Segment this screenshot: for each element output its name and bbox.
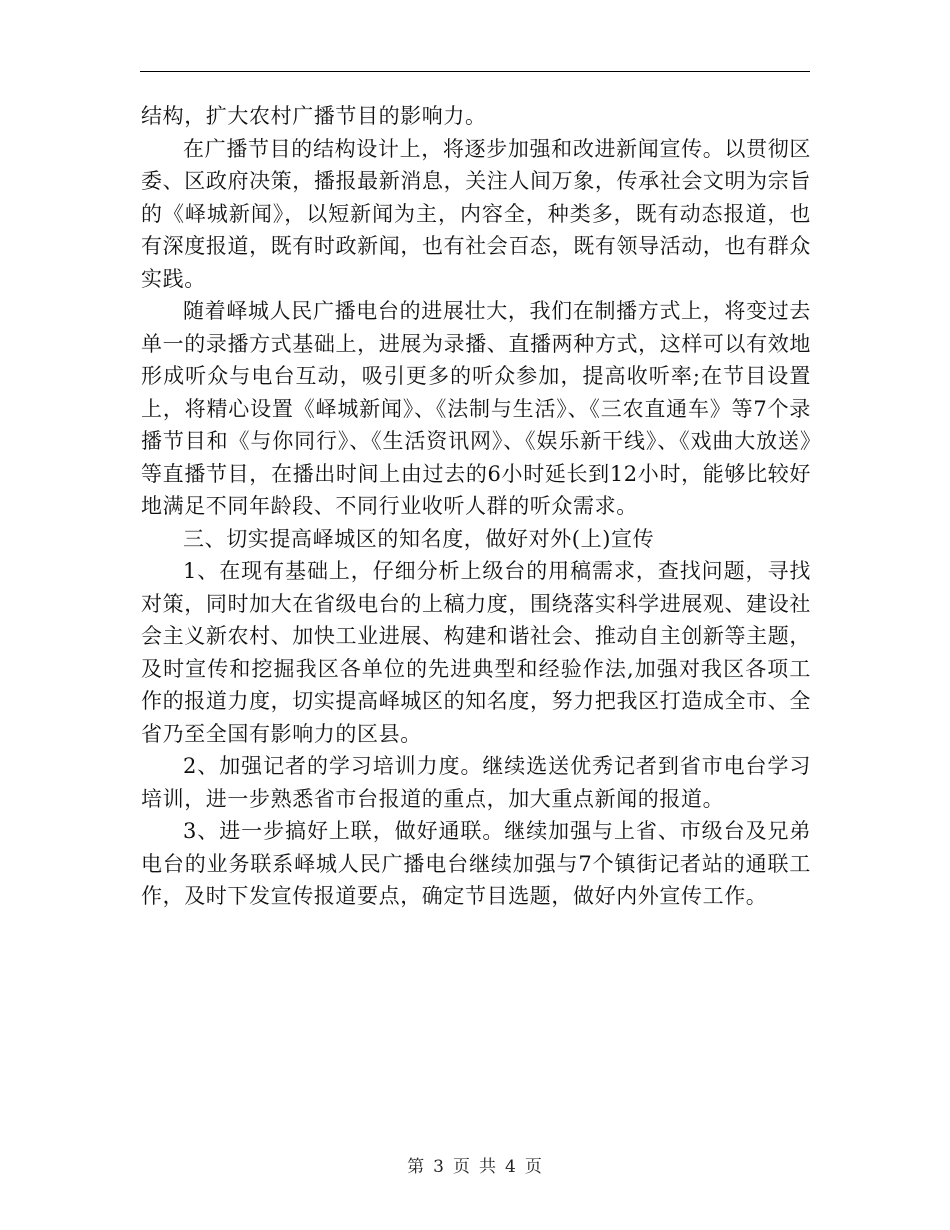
footer-total-label: 共 (479, 1157, 497, 1177)
paragraph-1: 结构，扩大农村广播节目的影响力。 (141, 104, 487, 128)
paragraph-item-3: 3、进一步搞好上联，做好通联。继续加强与上省、市级台及兄弟电台的业务联系峄城人民广播电台继续加强与7个镇街记者站的通联工作，及时下发宣传报道要点，确定节目选题，做好内外宣传工作。 (141, 819, 811, 908)
header-rule (140, 71, 810, 72)
footer-total-pages: 4 (505, 1157, 517, 1177)
section-heading: 三、切实提高峄城区的知名度，做好对外(上)宣传 (183, 526, 655, 551)
document-body (141, 100, 811, 913)
footer-prefix: 第 (407, 1157, 426, 1177)
paragraph-item-2: 2、加强记者的学习培训力度。继续选送优秀记者到省市电台学习培训，进一步熟悉省市台报道的重点，加大重点新闻的报道。 (141, 754, 811, 811)
paragraph-3: 随着峄城人民广播电台的进展壮大，我们在制播方式上，将变过去单一的录播方式基础上，进展为录播、直播两种方式，这样可以有效地形成听众与电台互动，吸引更多的听众参加，提高收听率;在节目设置上，将精心设置《峄城新闻》、《法制与生活》、《三农直通车》等7个录播节目和《与你同行》、《生活资讯网》、《娱乐新干线》、《戏曲大放送》等直播节目，在播出时间上由过去的6小时延长到12小时，能够比较好地满足不同年龄段、不同行业收听人群的听众需求。 (141, 299, 811, 518)
paragraph-item-1: 1、在现有基础上，仔细分析上级台的用稿需求，查找问题，寻找对策，同时加大在省级电台的上稿力度，围绕落实科学进展观、建设社会主义新农村、加快工业进展、构建和谐社会、推动自主创新等主题，及时宣传和挖掘我区各单位的先进典型和经验作法,加强对我区各项工作的报道力度，切实提高峄城区的知名度，努力把我区打造成全市、全省乃至全国有影响力的区县。 (141, 559, 811, 746)
page-footer (0, 1152, 950, 1177)
footer-page-label: 页 (453, 1157, 471, 1177)
paragraph-2: 在广播节目的结构设计上，将逐步加强和改进新闻宣传。以贯彻区委、区政府决策，播报最新消息，关注人间万象，传承社会文明为宗旨的《峄城新闻》，以短新闻为主，内容全，种类多，既有动态报道，也有深度报道，既有时政新闻，也有社会百态，既有领导活动，也有群众实践。 (141, 136, 811, 291)
footer-current-page: 3 (433, 1157, 445, 1177)
footer-suffix: 页 (524, 1157, 543, 1177)
